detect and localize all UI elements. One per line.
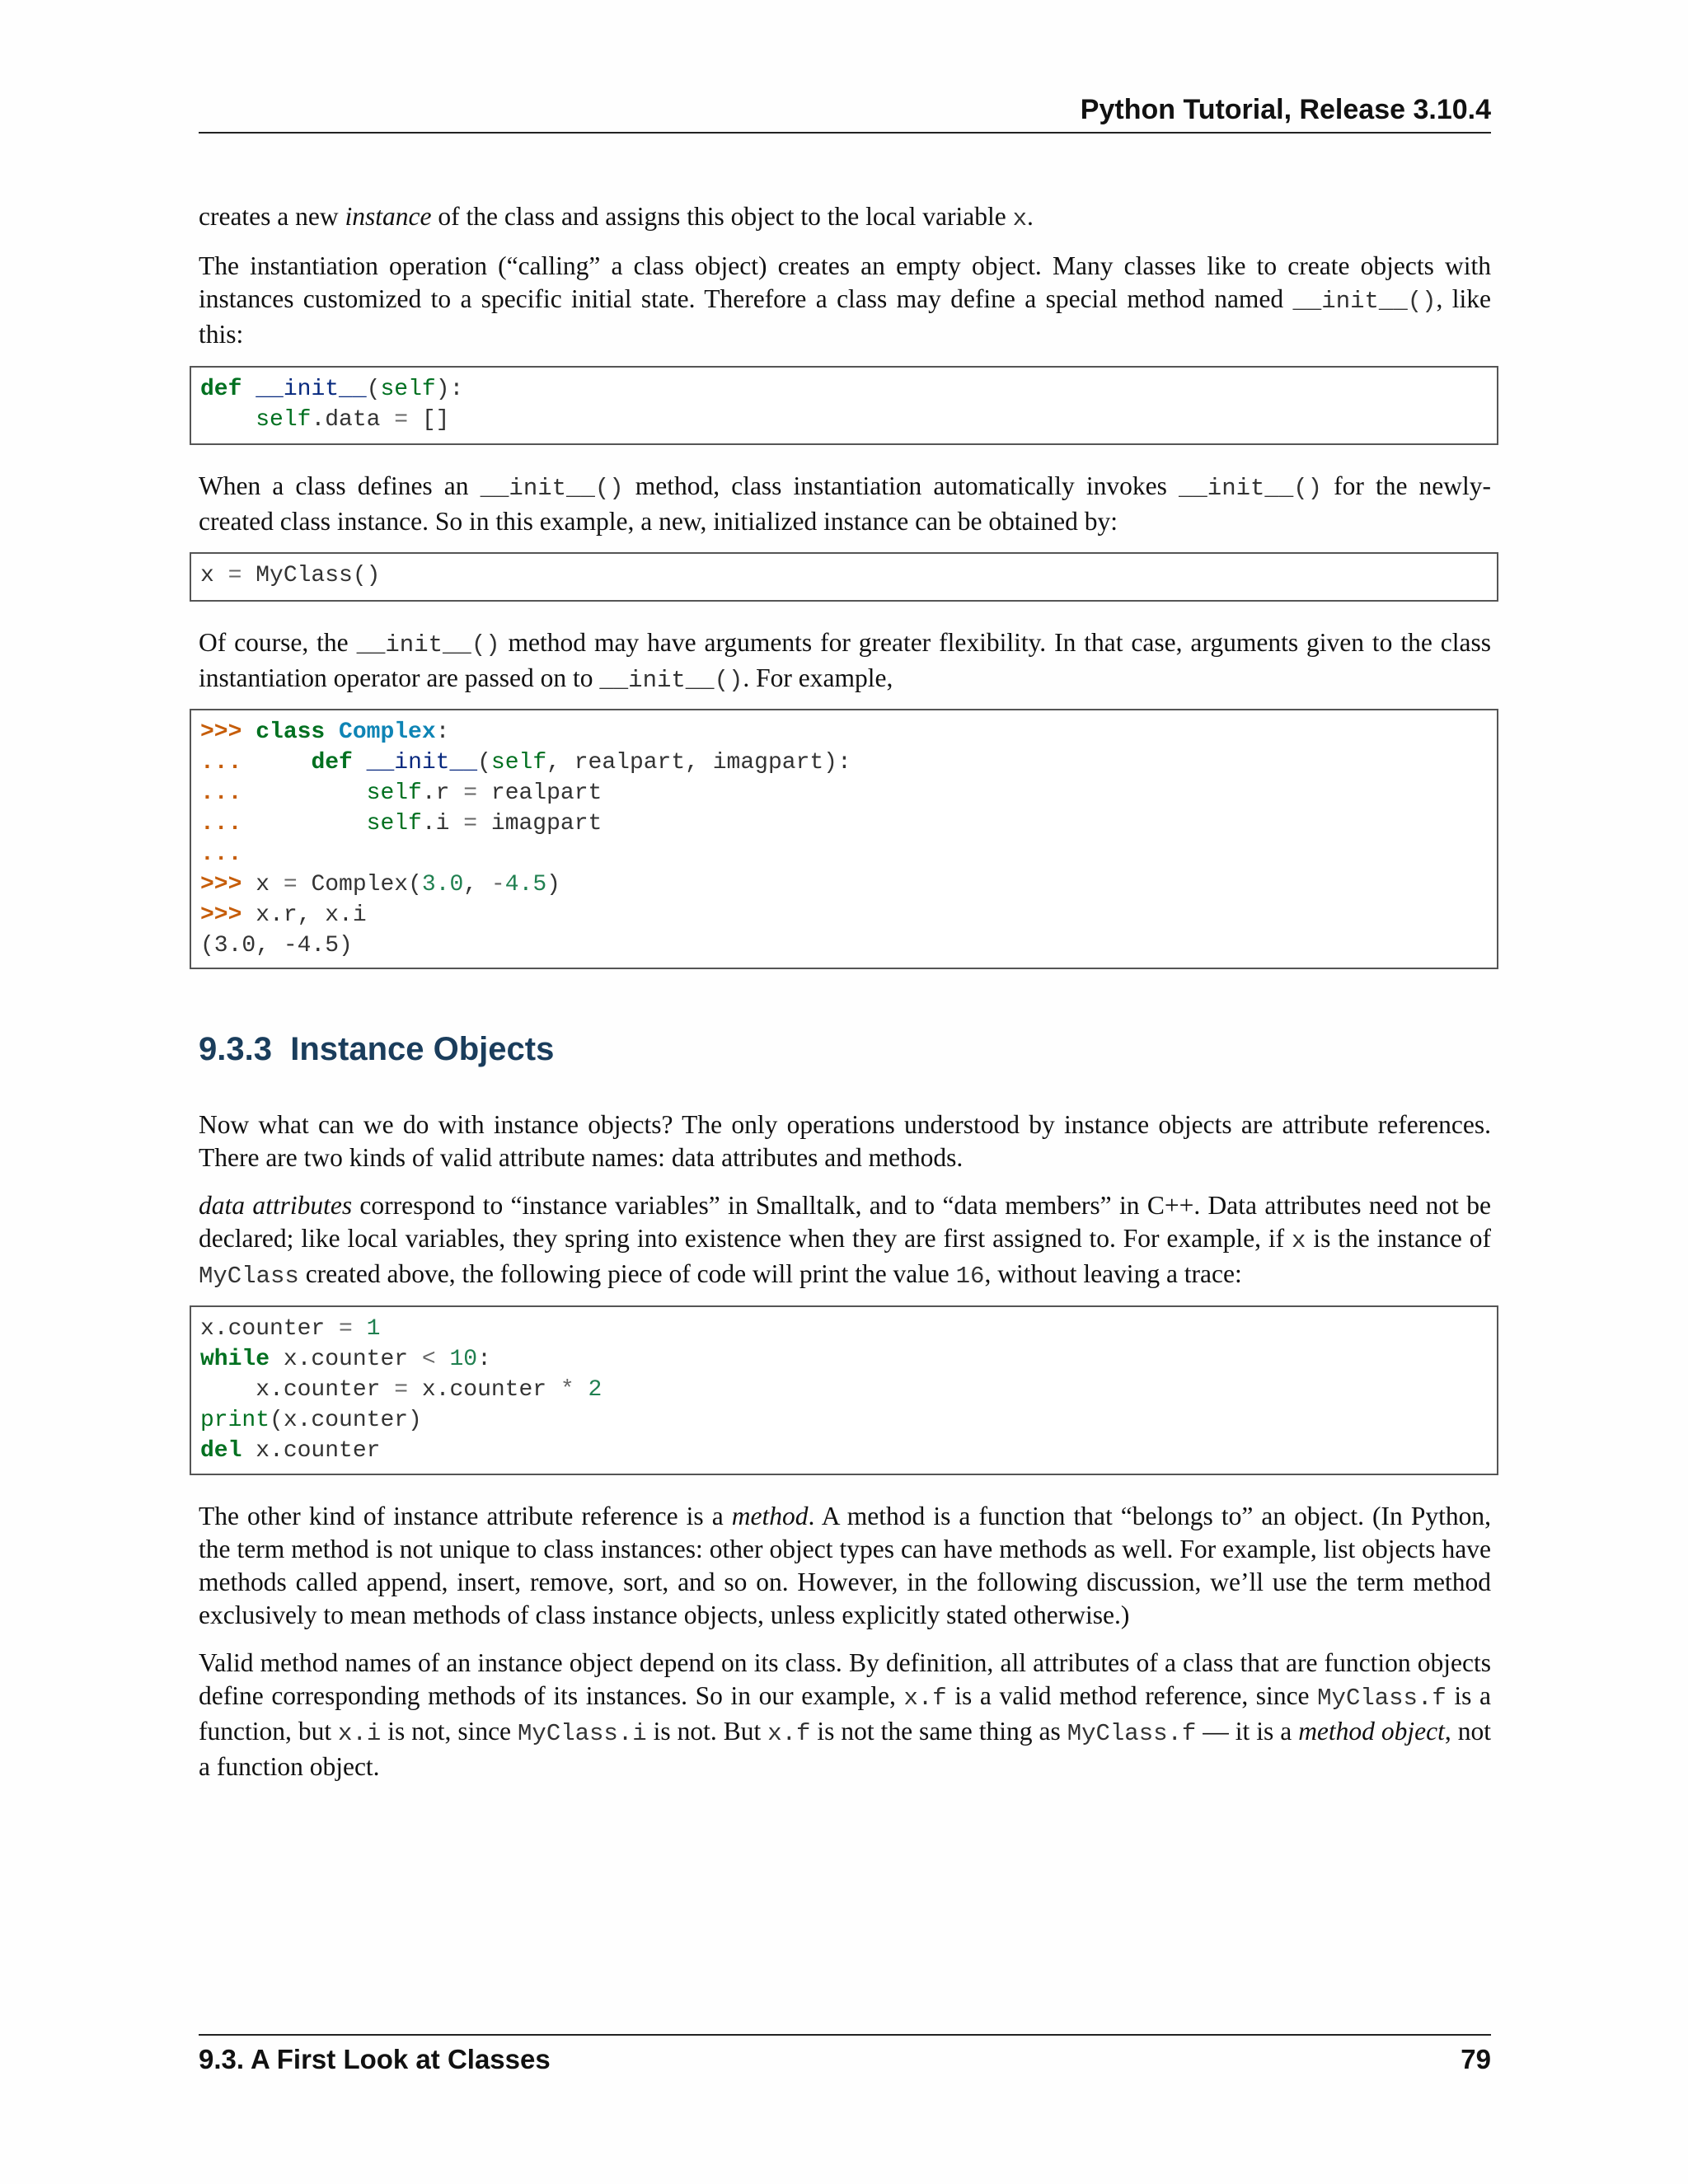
text: Valid method names of an instance object depend on its class. By definition, all attributes of a class that are function objects define corresponding methods of its instances. So in our example, xyxy=(199,1648,1491,1710)
text: , like this: xyxy=(199,284,1491,349)
page-number: 79 xyxy=(1461,2044,1491,2074)
text: , not a function object. xyxy=(199,1717,1491,1781)
text: of the class and assigns this object to the local variable xyxy=(431,202,1013,231)
code-block-counter: x.counter = 1 while x.counter < 10: x.counter = x.counter * 2 print(x.counter) del x.counter xyxy=(190,1305,1498,1475)
header-title: Python Tutorial, Release 3.10.4 xyxy=(1080,94,1491,125)
inline-code: MyClass xyxy=(199,1263,299,1290)
paragraph-init-method xyxy=(199,470,1491,538)
code-block-complex: >>> class Complex: ... def __init__(self, realpart, imagpart): ... self.r = realpart ... self.i = imagpart ... >>> x = Complex(3.0, -4.5) >>> x.r, x.i (3.0, -4.5) xyxy=(190,709,1498,969)
text: created above, the following piece of code will print the value xyxy=(298,1259,956,1288)
text: When a class defines an xyxy=(199,471,481,500)
text: creates a new xyxy=(199,202,345,231)
code-block-init: def __init__(self): self.data = [] xyxy=(190,366,1498,445)
inline-code: __init__() xyxy=(1292,288,1437,315)
text: . For example, xyxy=(743,663,893,692)
inline-code: __init__() xyxy=(480,475,624,502)
inline-code: MyClass.i xyxy=(518,1720,647,1747)
paragraph-instantiation xyxy=(199,250,1491,351)
section-title: Instance Objects xyxy=(290,1031,555,1067)
text: method may have arguments for greater flexibility. In that case, arguments given to the class instantiation operator are passed on to xyxy=(199,628,1491,692)
text: is the instance of xyxy=(1306,1224,1491,1253)
emphasis: method xyxy=(731,1502,809,1530)
text: correspond to “instance variables” in Smalltalk, and to “data members” in C++. Data attributes need not be declared; like local variables, they spring into existence when they are first assigned to. For example, if xyxy=(199,1191,1491,1253)
paragraph-instance xyxy=(199,200,1491,236)
paragraph-valid-method-names xyxy=(199,1647,1491,1783)
text: method, class instantiation automatically invokes xyxy=(623,471,1179,500)
inline-code: __init__() xyxy=(1179,475,1323,502)
running-header xyxy=(199,92,1491,134)
inline-code: MyClass.f xyxy=(1317,1685,1447,1712)
text: . A method is a function that “belongs to” an object. (In Python, the term method is not unique to class instances: other object types can have methods as well. For example, list objects have methods called append, insert, remove, sort, and so on. However, in the following discussion, we’ll use the term method exclusively to mean methods of class instance objects, unless explicitly stated otherwise.) xyxy=(199,1502,1491,1629)
text: The other kind of instance attribute reference is a xyxy=(199,1502,732,1530)
text: is a valid method reference, since xyxy=(946,1681,1318,1710)
text: is a function, but xyxy=(199,1681,1491,1746)
emphasis: instance xyxy=(345,202,432,231)
text: is not the same thing as xyxy=(810,1717,1067,1746)
paragraph-init-arguments xyxy=(199,626,1491,697)
inline-code: x.f xyxy=(767,1720,811,1747)
text: is not, since xyxy=(381,1717,518,1746)
inline-code: x xyxy=(1292,1227,1306,1254)
inline-code: __init__() xyxy=(356,631,500,658)
paragraph-data-attributes xyxy=(199,1189,1491,1293)
section-heading xyxy=(199,1031,554,1068)
emphasis: method object xyxy=(1298,1717,1445,1746)
inline-code: x.f xyxy=(903,1685,947,1712)
inline-code: __init__() xyxy=(599,667,743,694)
running-footer xyxy=(199,2034,1491,2085)
text: The instantiation operation (“calling” a class object) creates an empty object. Many classes like to create objects with instances customized to a specific initial state. Therefore a class may define a special method named xyxy=(199,251,1491,313)
text: — it is a xyxy=(1196,1717,1299,1746)
inline-code: 16 xyxy=(955,1263,985,1290)
text: , without leaving a trace: xyxy=(984,1259,1242,1288)
inline-code: x.i xyxy=(338,1720,382,1747)
paragraph-instance-objects: Now what can we do with instance objects? The only operations understood by instance objects are attribute references. There are two kinds of valid attribute names: data attributes and methods. xyxy=(199,1110,1491,1172)
inline-code: x xyxy=(1012,205,1027,232)
text: for the newly-created class instance. So in this example, a new, initialized instance can be obtained by: xyxy=(199,471,1492,536)
code-block-instantiate: x = MyClass() xyxy=(190,552,1498,602)
text: Of course, the xyxy=(199,628,357,657)
footer-chapter-title: 9.3. A First Look at Classes xyxy=(199,2044,551,2074)
section-number: 9.3.3 xyxy=(199,1031,272,1067)
text: . xyxy=(1026,202,1034,231)
emphasis: data attributes xyxy=(199,1191,353,1220)
paragraph-method xyxy=(199,1500,1491,1632)
text: is not. But xyxy=(646,1717,768,1746)
inline-code: MyClass.f xyxy=(1067,1720,1197,1747)
